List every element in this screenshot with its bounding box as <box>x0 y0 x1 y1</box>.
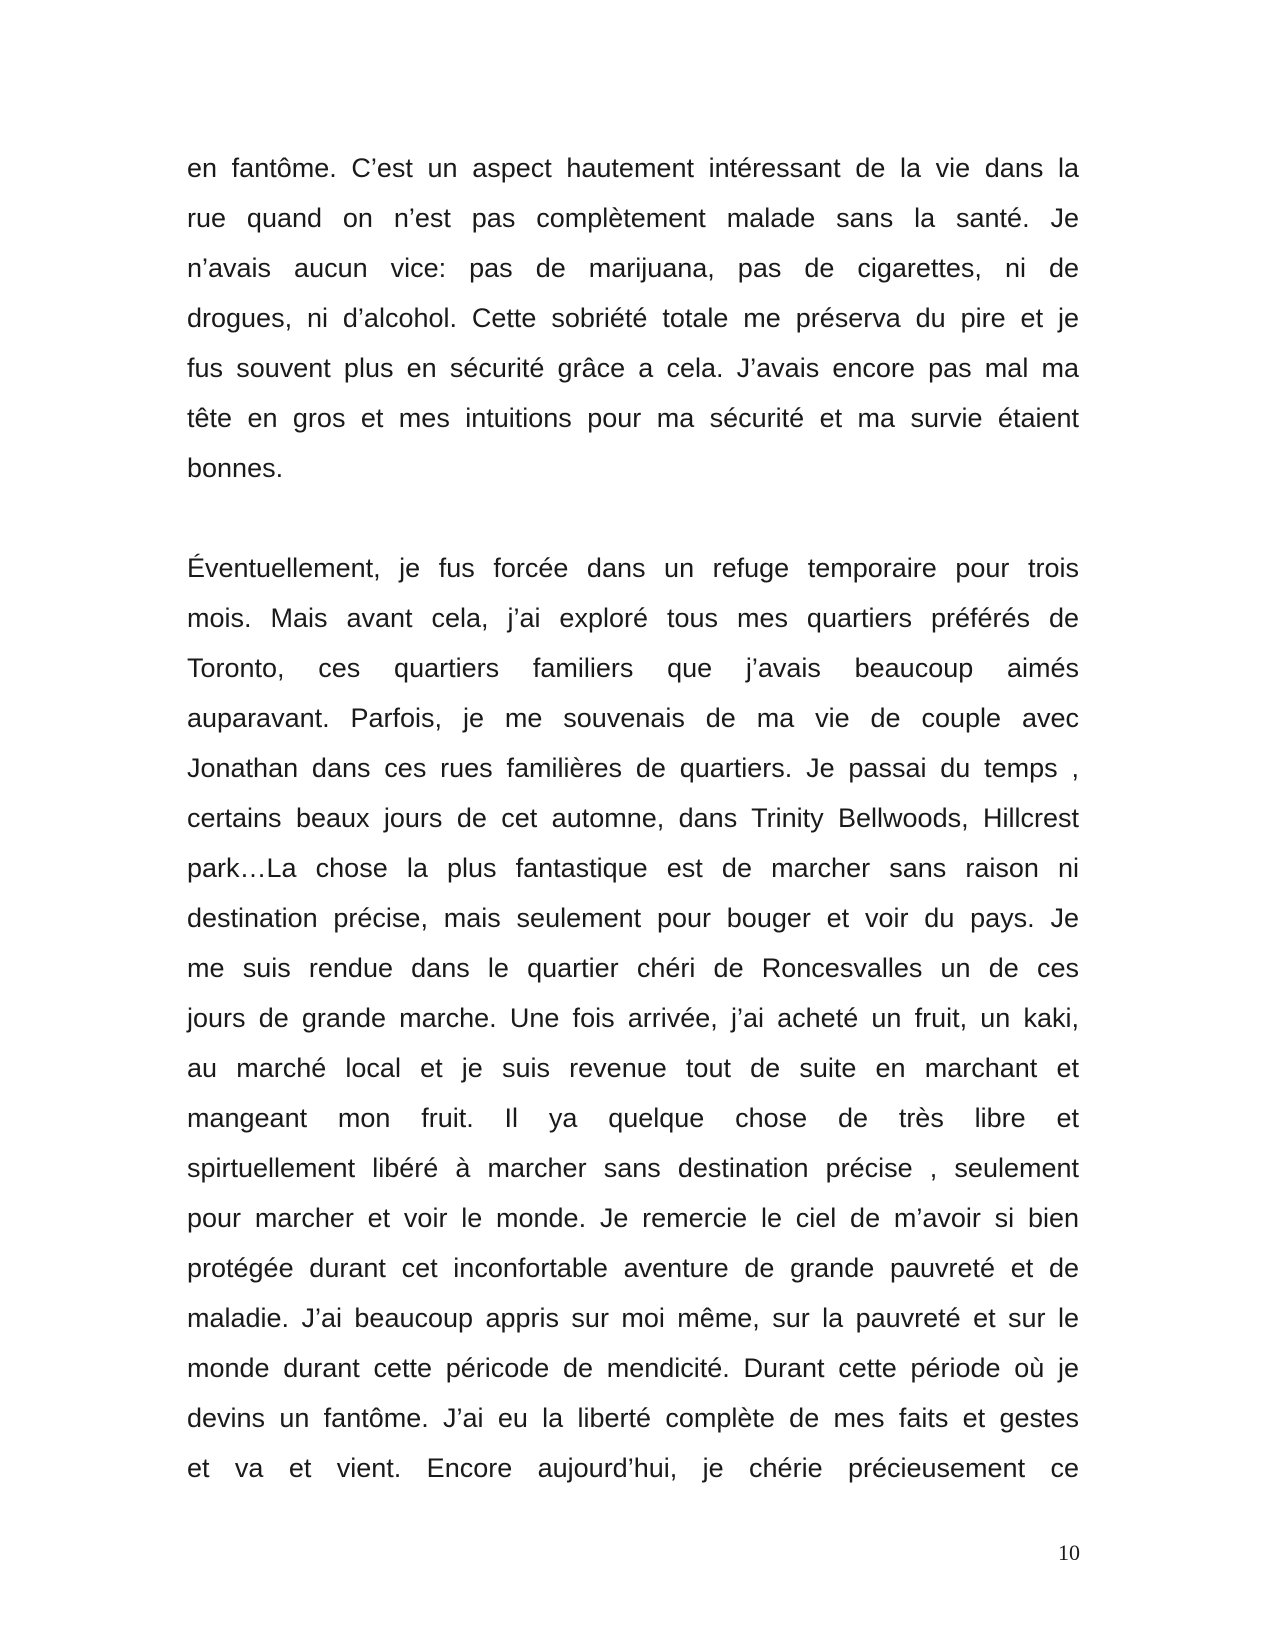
paragraph-line: monde durant cette péricode de mendicité. Durant cette période où je <box>187 1353 1079 1383</box>
paragraph-line: me suis rendue dans le quartier chéri de Roncesvalles un de ces <box>187 953 1079 983</box>
paragraph-line: drogues, ni d’alcohol. Cette sobriété totale me préserva du pire et je <box>187 303 1079 333</box>
paragraph-line: devins un fantôme. J’ai eu la liberté complète de mes faits et gestes <box>187 1403 1079 1433</box>
page-number: 10 <box>1058 1540 1080 1565</box>
paragraph-line: bonnes. <box>187 453 284 483</box>
paragraph-line: fus souvent plus en sécurité grâce a cela. J’avais encore pas mal ma <box>187 353 1079 383</box>
paragraph-line: maladie. J’ai beaucoup appris sur moi même, sur la pauvreté et sur le <box>187 1303 1079 1333</box>
paragraph-line: Éventuellement, je fus forcée dans un refuge temporaire pour trois <box>187 553 1079 583</box>
paragraph-line: au marché local et je suis revenue tout de suite en marchant et <box>187 1053 1079 1083</box>
paragraph-line: auparavant. Parfois, je me souvenais de ma vie de couple avec <box>187 703 1079 733</box>
paragraph-line: Toronto, ces quartiers familiers que j’avais beaucoup aimés <box>187 653 1079 683</box>
paragraph-line: park…La chose la plus fantastique est de marcher sans raison ni <box>187 853 1079 883</box>
paragraph-line: en fantôme. C’est un aspect hautement intéressant de la vie dans la <box>187 153 1079 183</box>
paragraph-line: certains beaux jours de cet automne, dans Trinity Bellwoods, Hillcrest <box>187 803 1079 833</box>
paragraph-line: protégée durant cet inconfortable aventure de grande pauvreté et de <box>187 1253 1079 1283</box>
paragraph-line: destination précise, mais seulement pour bouger et voir du pays. Je <box>187 903 1079 933</box>
paragraph-line: rue quand on n’est pas complètement malade sans la santé. Je <box>187 203 1079 233</box>
paragraph-line: Jonathan dans ces rues familières de quartiers. Je passai du temps , <box>187 753 1079 783</box>
paragraph-line: n’avais aucun vice: pas de marijuana, pas de cigarettes, ni de <box>187 253 1079 283</box>
paragraph-line: tête en gros et mes intuitions pour ma sécurité et ma survie étaient <box>187 403 1079 433</box>
paragraph-line: mois. Mais avant cela, j’ai exploré tous mes quartiers préférés de <box>187 603 1079 633</box>
paragraph-line: jours de grande marche. Une fois arrivée, j’ai acheté un fruit, un kaki, <box>187 1003 1079 1033</box>
paragraph-line: spirtuellement libéré à marcher sans destination précise , seulement <box>187 1153 1079 1183</box>
paragraph-line: mangeant mon fruit. Il ya quelque chose de très libre et <box>187 1103 1079 1133</box>
paragraph-line: pour marcher et voir le monde. Je remercie le ciel de m’avoir si bien <box>187 1203 1079 1233</box>
paragraph-2 <box>187 543 1079 1493</box>
paragraph-1 <box>187 143 1079 493</box>
paragraph-line: et va et vient. Encore aujourd’hui, je chérie précieusement ce <box>187 1453 1079 1483</box>
